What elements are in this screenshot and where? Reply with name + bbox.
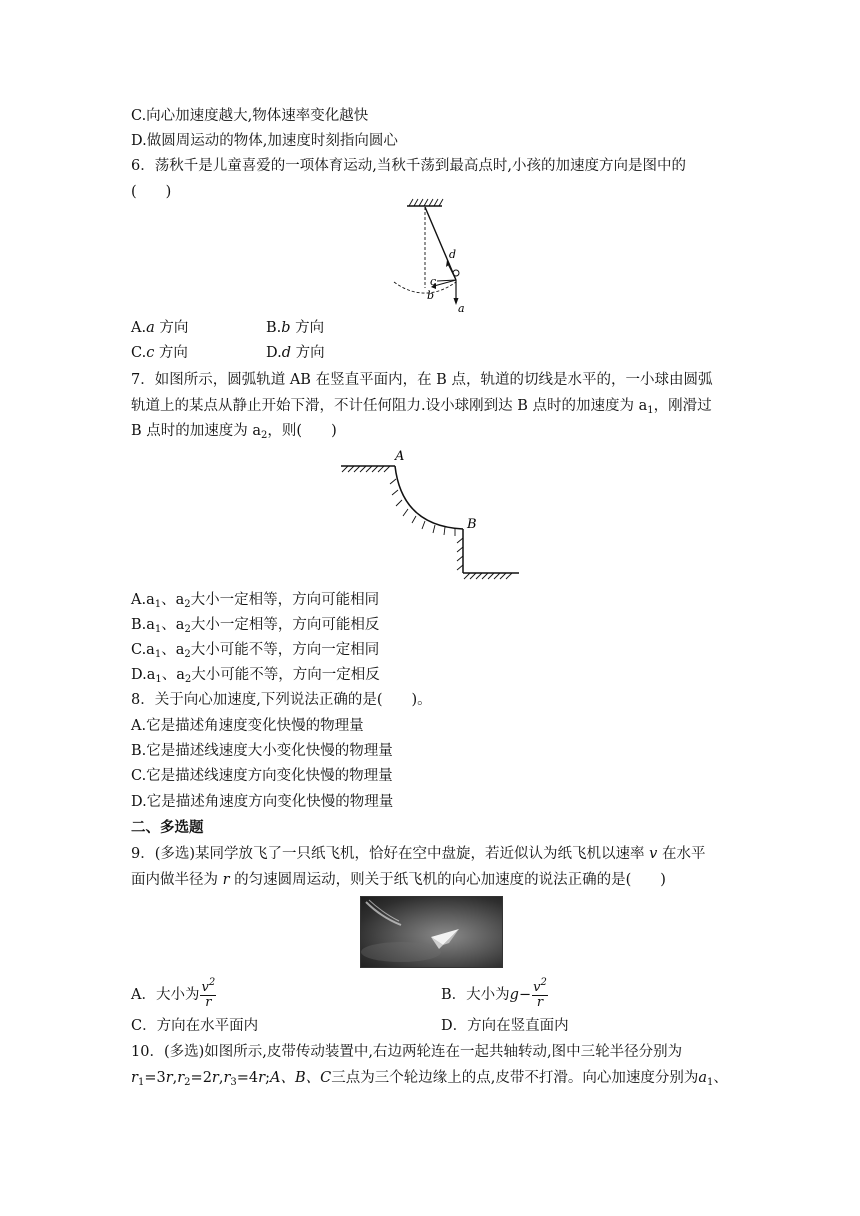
q6-option-b: B.b 方向: [266, 320, 325, 336]
q7-stem-line2: 轨道上的某点从静止开始下滑，不计任何阻力.设小球刚到达 B 点时的加速度为 $a_1$，刚滑过: [131, 398, 712, 416]
q9-option-d: D．方向在竖直面内: [441, 1018, 569, 1034]
q7-option-b: $B.a_1$、$a_2$大小一定相等，方向可能相反: [131, 617, 380, 635]
q9-option-a: A．大小为 $\frac{v^2}{r}$: [131, 976, 216, 1010]
paper-airplane-photo: [360, 896, 503, 968]
q6-stem-line2: ( ): [131, 184, 172, 200]
q9-option-b-fraction: $\frac{v^2}{r}$: [533, 976, 547, 1010]
q9-stem-line1: 9．(多选)某同学放飞了一只纸飞机，恰好在空中盘旋，若近似认为纸飞机以速率 v 在水平: [131, 846, 706, 862]
q10-stem-line1: 10．(多选)如图所示,皮带传动装置中,右边两轮连在一起共轴转动,图中三轮半径分别为: [131, 1044, 683, 1060]
swing-label-d: d: [449, 248, 457, 261]
q9-option-a-fraction: $\frac{v^2}{r}$: [201, 976, 216, 1010]
q7-option-c: $C.a_1$、$a_2$大小可能不等，方向一定相同: [131, 642, 380, 660]
q8-option-a: A.它是描述角速度变化快慢的物理量: [131, 718, 364, 734]
track-figure: [338, 446, 523, 581]
q8-stem: 8．关于向心加速度,下列说法正确的是( )。: [131, 692, 432, 708]
q8-option-d: D.它是描述角速度方向变化快慢的物理量: [131, 794, 394, 810]
q5-option-d: D.做圆周运动的物体,加速度时刻指向圆心: [131, 133, 398, 149]
swing-label-b: b: [427, 289, 435, 302]
swing-label-c: c: [430, 275, 437, 288]
paper-airplane-icon: [361, 897, 502, 967]
track-label-a: A: [395, 449, 405, 464]
q7-option-a: $A.a_1$、$a_2$大小一定相等，方向可能相同: [131, 592, 380, 610]
q7-option-d: $D.a_1$、$a_2$大小可能不等，方向一定相反: [131, 667, 380, 685]
q7-stem-line1: 7．如图所示，圆弧轨道 AB 在竖直平面内，在 B 点，轨道的切线是水平的，一小球由圆弧: [131, 372, 713, 388]
q5-option-c: C.向心加速度越大,物体速率变化越快: [131, 108, 369, 124]
q6-option-a: A.a 方向: [131, 320, 189, 336]
q9-option-c: C．方向在水平面内: [131, 1018, 259, 1034]
q6-stem-line1: 6．荡秋千是儿童喜爱的一项体育运动,当秋千荡到最高点时,小孩的加速度方向是图中的: [131, 158, 686, 174]
q10-stem-line2: $r_1=3r,r_2=2r,r_3=4r;A$、B、C三点为三个轮边缘上的点,皮带不打滑。向心加速度分别为$a_1$、: [131, 1070, 728, 1088]
track-label-b: B: [467, 517, 477, 532]
section-heading-multiple-choice: 二、多选题: [131, 819, 204, 836]
swing-figure: [380, 196, 490, 321]
q6-option-c: C.c 方向: [131, 345, 188, 361]
q6-option-d: D.d 方向: [266, 345, 325, 361]
q9-option-b: B．大小为g− $\frac{v^2}{r}$: [441, 976, 547, 1010]
swing-label-a: a: [458, 302, 465, 315]
q9-stem-line2: 面内做半径为 r 的匀速圆周运动，则关于纸飞机的向心加速度的说法正确的是( ): [131, 872, 666, 888]
q8-option-b: B.它是描述线速度大小变化快慢的物理量: [131, 743, 393, 759]
q7-stem-line3: B 点时的加速度为 $a_2$，则( ): [131, 423, 337, 441]
q8-option-c: C.它是描述线速度方向变化快慢的物理量: [131, 768, 393, 784]
